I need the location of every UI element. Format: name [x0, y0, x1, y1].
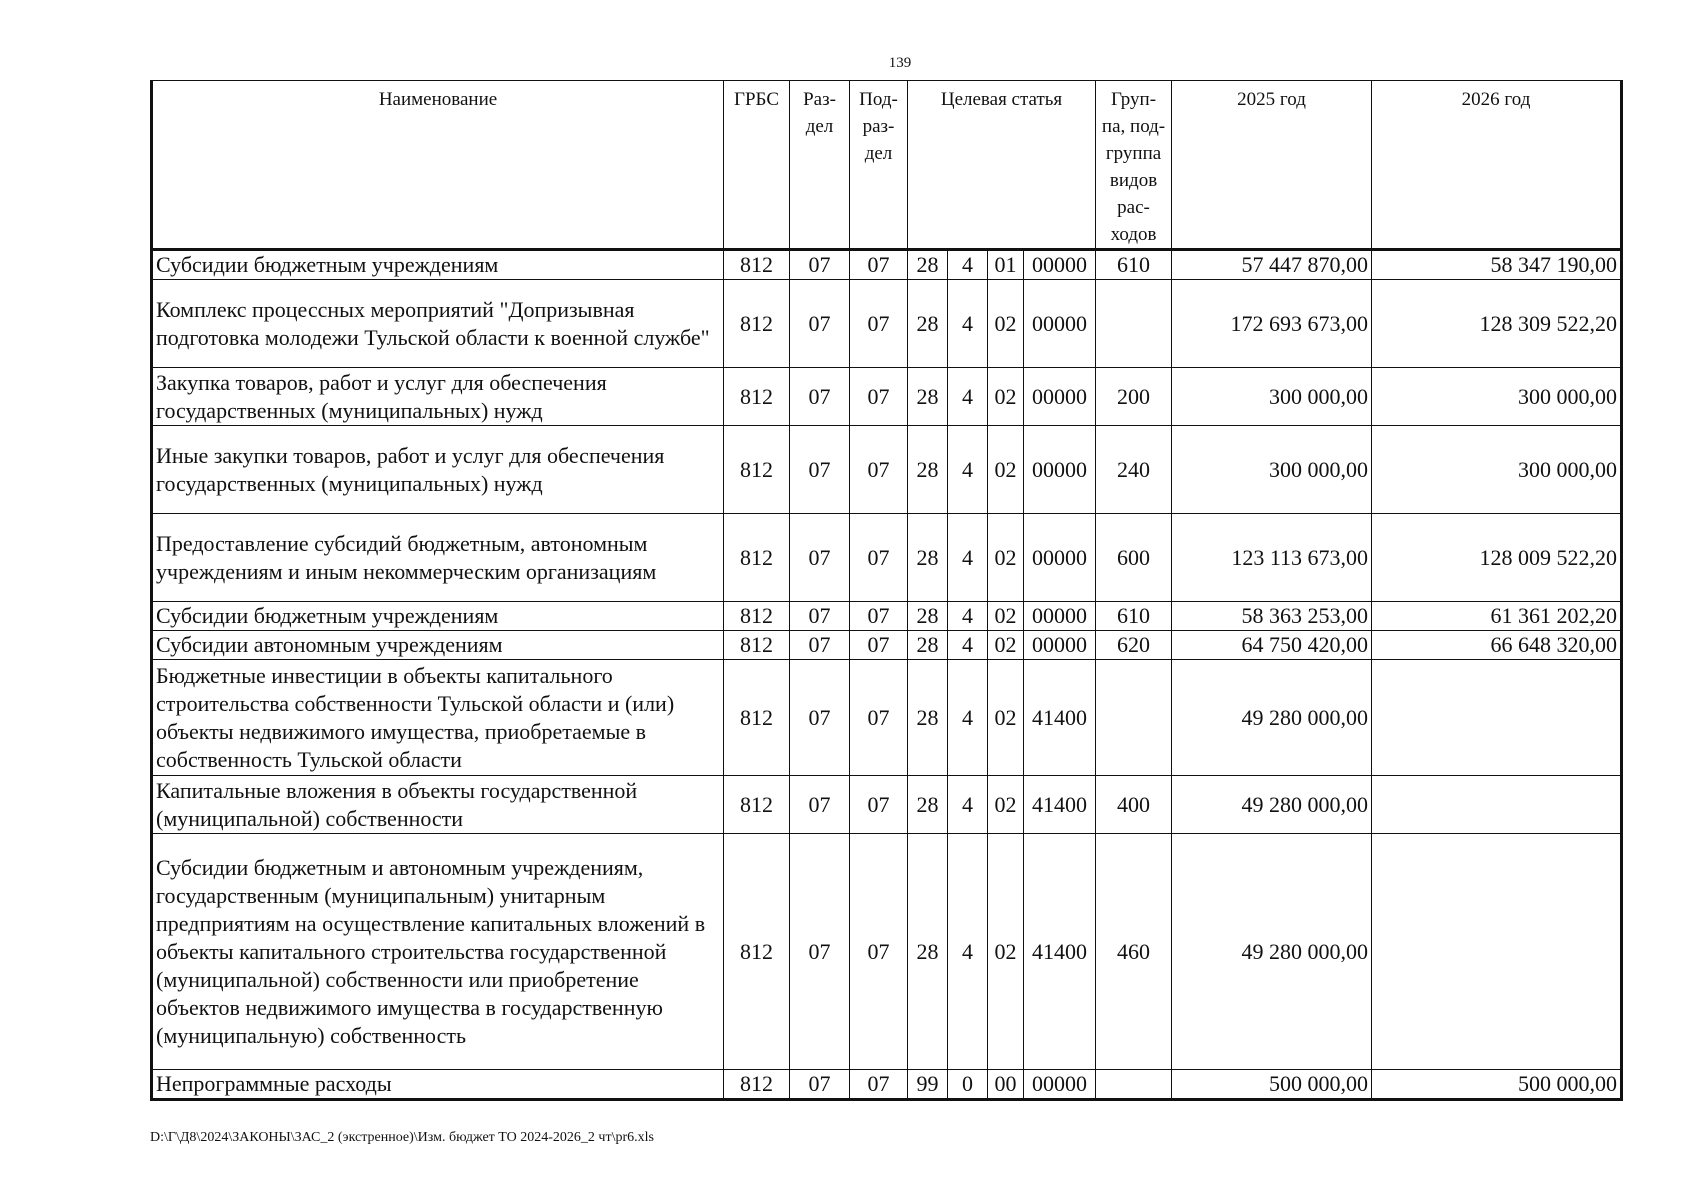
row-target-complex: 02 [988, 602, 1024, 631]
row-2026 [1372, 776, 1622, 834]
table-row [152, 280, 1622, 368]
row-podrazdel: 07 [850, 602, 908, 631]
row-target-program: 28 [908, 660, 948, 776]
row-grbs: 812 [724, 426, 790, 514]
row-target-direction: 00000 [1024, 602, 1096, 631]
row-2025: 57 447 870,00 [1172, 250, 1372, 280]
row-grbs: 812 [724, 250, 790, 280]
row-2026: 500 000,00 [1372, 1070, 1622, 1100]
table-row [152, 514, 1622, 602]
row-grbs: 812 [724, 368, 790, 426]
row-2025: 172 693 673,00 [1172, 280, 1372, 368]
row-name: Комплекс процессных мероприятий "Допризывная подготовка молодежи Тульской области к военной службе" [152, 280, 724, 368]
row-group: 400 [1096, 776, 1172, 834]
row-2025: 49 280 000,00 [1172, 776, 1372, 834]
budget-table [150, 80, 1623, 1101]
row-grbs: 812 [724, 776, 790, 834]
row-grbs: 812 [724, 660, 790, 776]
row-razdel: 07 [790, 834, 850, 1070]
row-2025: 49 280 000,00 [1172, 660, 1372, 776]
table-row [152, 660, 1622, 776]
footer-file-path: D:\Г\Д8\2024\ЗАКОНЫ\ЗАС_2 (экстренное)\Изм. бюджет ТО 2024-2026_2 чт\pr6.xls [150, 1130, 654, 1145]
row-target-complex: 01 [988, 250, 1024, 280]
row-target-type: 4 [948, 834, 988, 1070]
row-target-type: 4 [948, 660, 988, 776]
row-group: 200 [1096, 368, 1172, 426]
row-2026: 300 000,00 [1372, 426, 1622, 514]
row-podrazdel: 07 [850, 250, 908, 280]
row-name: Закупка товаров, работ и услуг для обеспечения государственных (муниципальных) нужд [152, 368, 724, 426]
row-grbs: 812 [724, 834, 790, 1070]
row-target-complex: 02 [988, 426, 1024, 514]
row-target-direction: 00000 [1024, 426, 1096, 514]
row-target-complex: 02 [988, 834, 1024, 1070]
row-grbs: 812 [724, 631, 790, 660]
row-razdel: 07 [790, 776, 850, 834]
row-razdel: 07 [790, 514, 850, 602]
row-razdel: 07 [790, 660, 850, 776]
row-podrazdel: 07 [850, 834, 908, 1070]
row-podrazdel: 07 [850, 426, 908, 514]
row-2025: 300 000,00 [1172, 426, 1372, 514]
row-name: Непрограммные расходы [152, 1070, 724, 1100]
row-target-complex: 02 [988, 660, 1024, 776]
table-row [152, 250, 1622, 280]
header-grbs: ГРБС [724, 81, 790, 250]
row-target-program: 28 [908, 368, 948, 426]
row-target-program: 28 [908, 514, 948, 602]
row-2026: 128 009 522,20 [1372, 514, 1622, 602]
row-name: Иные закупки товаров, работ и услуг для обеспечения государственных (муниципальных) нужд [152, 426, 724, 514]
row-target-program: 99 [908, 1070, 948, 1100]
row-2026: 61 361 202,20 [1372, 602, 1622, 631]
row-podrazdel: 07 [850, 631, 908, 660]
row-2025: 500 000,00 [1172, 1070, 1372, 1100]
table-row [152, 631, 1622, 660]
table-row [152, 776, 1622, 834]
row-group: 460 [1096, 834, 1172, 1070]
row-target-program: 28 [908, 834, 948, 1070]
row-target-program: 28 [908, 776, 948, 834]
row-target-program: 28 [908, 631, 948, 660]
header-2025: 2025 год [1172, 81, 1372, 250]
row-2026: 66 648 320,00 [1372, 631, 1622, 660]
row-razdel: 07 [790, 602, 850, 631]
header-name: Наименование [152, 81, 724, 250]
row-target-type: 0 [948, 1070, 988, 1100]
row-target-type: 4 [948, 280, 988, 368]
row-2026 [1372, 834, 1622, 1070]
row-target-program: 28 [908, 426, 948, 514]
header-2026: 2026 год [1372, 81, 1622, 250]
row-name: Бюджетные инвестиции в объекты капитального строительства собственности Тульской области и (или) объекты недвижимого имущества, приобретаемые в собственность Тульской области [152, 660, 724, 776]
row-podrazdel: 07 [850, 1070, 908, 1100]
row-name: Субсидии бюджетным учреждениям [152, 250, 724, 280]
page-number: 139 [888, 55, 912, 71]
row-target-complex: 02 [988, 368, 1024, 426]
row-podrazdel: 07 [850, 280, 908, 368]
row-razdel: 07 [790, 631, 850, 660]
row-target-type: 4 [948, 776, 988, 834]
row-target-type: 4 [948, 250, 988, 280]
row-target-program: 28 [908, 280, 948, 368]
row-target-direction: 00000 [1024, 514, 1096, 602]
row-target-type: 4 [948, 514, 988, 602]
row-2026: 300 000,00 [1372, 368, 1622, 426]
row-target-direction: 41400 [1024, 834, 1096, 1070]
row-razdel: 07 [790, 368, 850, 426]
row-grbs: 812 [724, 280, 790, 368]
row-razdel: 07 [790, 280, 850, 368]
row-2025: 49 280 000,00 [1172, 834, 1372, 1070]
row-target-program: 28 [908, 250, 948, 280]
row-name: Субсидии автономным учреждениям [152, 631, 724, 660]
row-name: Капитальные вложения в объекты государственной (муниципальной) собственности [152, 776, 724, 834]
table-row [152, 426, 1622, 514]
row-target-complex: 02 [988, 280, 1024, 368]
row-group [1096, 280, 1172, 368]
row-target-direction: 00000 [1024, 1070, 1096, 1100]
row-2026 [1372, 660, 1622, 776]
row-2025: 64 750 420,00 [1172, 631, 1372, 660]
row-target-direction: 41400 [1024, 776, 1096, 834]
table-row [152, 368, 1622, 426]
table-row [152, 834, 1622, 1070]
row-target-complex: 02 [988, 631, 1024, 660]
row-podrazdel: 07 [850, 514, 908, 602]
row-podrazdel: 07 [850, 660, 908, 776]
row-group: 610 [1096, 250, 1172, 280]
header-group: Груп- па, под- группа видов рас- ходов [1096, 81, 1172, 250]
row-2025: 123 113 673,00 [1172, 514, 1372, 602]
table-body [152, 250, 1622, 1100]
row-grbs: 812 [724, 514, 790, 602]
row-podrazdel: 07 [850, 776, 908, 834]
row-name: Предоставление субсидий бюджетным, автономным учреждениям и иным некоммерческим организациям [152, 514, 724, 602]
row-target-type: 4 [948, 602, 988, 631]
row-group: 600 [1096, 514, 1172, 602]
row-podrazdel: 07 [850, 368, 908, 426]
row-group: 610 [1096, 602, 1172, 631]
header-podrazdel: Под- раз- дел [850, 81, 908, 250]
row-target-program: 28 [908, 602, 948, 631]
row-target-type: 4 [948, 426, 988, 514]
row-2025: 58 363 253,00 [1172, 602, 1372, 631]
row-grbs: 812 [724, 1070, 790, 1100]
row-name: Субсидии бюджетным учреждениям [152, 602, 724, 631]
row-target-direction: 00000 [1024, 368, 1096, 426]
header-razdel: Раз- дел [790, 81, 850, 250]
row-grbs: 812 [724, 602, 790, 631]
row-target-complex: 02 [988, 514, 1024, 602]
table-row [152, 1070, 1622, 1100]
row-target-direction: 00000 [1024, 250, 1096, 280]
table-header-row [152, 81, 1622, 250]
header-target: Целевая статья [908, 81, 1096, 250]
row-target-complex: 02 [988, 776, 1024, 834]
row-razdel: 07 [790, 250, 850, 280]
row-target-direction: 41400 [1024, 660, 1096, 776]
row-group: 620 [1096, 631, 1172, 660]
table-row [152, 602, 1622, 631]
row-group: 240 [1096, 426, 1172, 514]
row-group [1096, 660, 1172, 776]
row-2025: 300 000,00 [1172, 368, 1372, 426]
row-razdel: 07 [790, 1070, 850, 1100]
row-2026: 58 347 190,00 [1372, 250, 1622, 280]
row-razdel: 07 [790, 426, 850, 514]
row-target-type: 4 [948, 368, 988, 426]
row-target-type: 4 [948, 631, 988, 660]
row-name: Субсидии бюджетным и автономным учреждениям, государственным (муниципальным) унитарным предприятиям на осуществление капитальных вложений в объекты капитального строительства государственной (муниципальной) собственности или приобретение объектов недвижимого имущества в государственную (муниципальную) собственность [152, 834, 724, 1070]
row-group [1096, 1070, 1172, 1100]
row-target-complex: 00 [988, 1070, 1024, 1100]
row-target-direction: 00000 [1024, 280, 1096, 368]
row-2026: 128 309 522,20 [1372, 280, 1622, 368]
row-target-direction: 00000 [1024, 631, 1096, 660]
